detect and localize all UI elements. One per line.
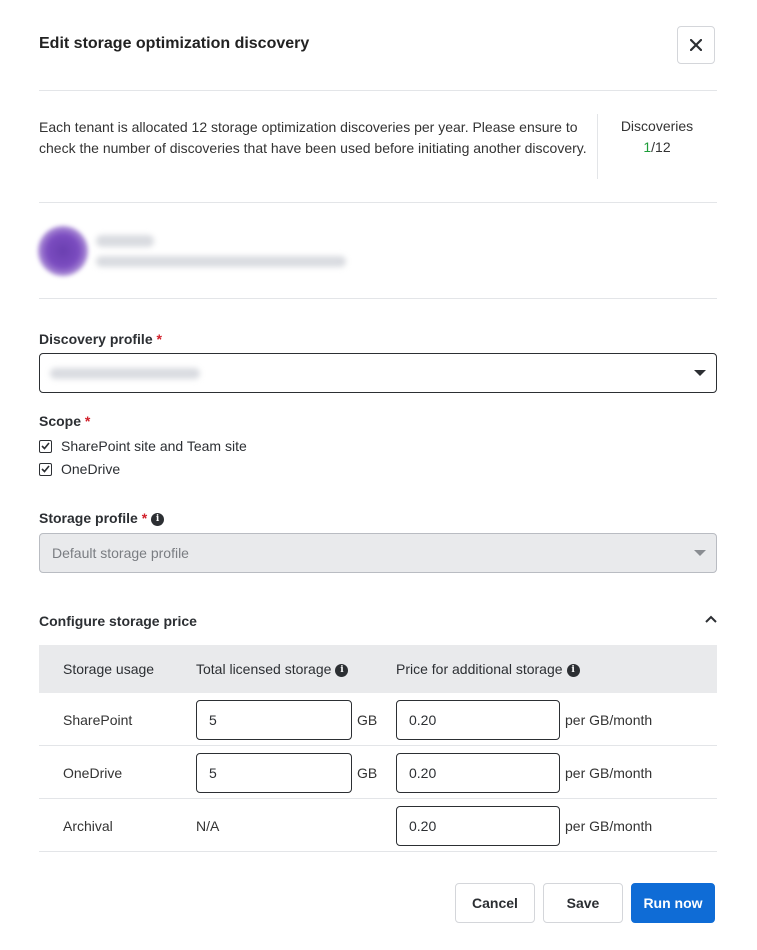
dialog-title: Edit storage optimization discovery xyxy=(39,35,310,52)
storage-price-table-header xyxy=(39,645,717,693)
save-button[interactable]: Save xyxy=(543,883,623,923)
info-icon[interactable]: i xyxy=(335,664,348,677)
column-header-total-licensed: Total licensed storage i xyxy=(196,661,348,677)
chevron-up-icon[interactable] xyxy=(703,613,719,625)
price-unit: per GB/month xyxy=(565,818,653,834)
storage-profile-select xyxy=(39,533,717,573)
onedrive-checkbox[interactable] xyxy=(39,463,52,476)
required-mark: * xyxy=(156,331,162,347)
checkmark-icon xyxy=(41,465,50,473)
discoveries-used: 1 xyxy=(643,139,652,155)
scope-label: Scope * xyxy=(39,413,91,429)
licensed-storage-na: N/A xyxy=(196,818,220,834)
discoveries-label: Discoveries xyxy=(620,118,694,134)
storage-usage-name: OneDrive xyxy=(63,765,123,781)
table-row xyxy=(39,799,717,852)
checkmark-icon xyxy=(41,442,50,450)
onedrive-checkbox-label: OneDrive xyxy=(61,461,121,477)
storage-profile-value: Default storage profile xyxy=(52,545,189,561)
tenant-name-redacted xyxy=(96,235,154,247)
table-row xyxy=(39,746,717,799)
column-header-storage-usage: Storage usage xyxy=(63,661,155,677)
divider xyxy=(39,90,717,91)
cancel-button[interactable]: Cancel xyxy=(455,883,535,923)
required-mark: * xyxy=(84,413,91,429)
scope-option-onedrive[interactable] xyxy=(39,461,120,477)
allocation-info-text: Each tenant is allocated 12 storage optimization discoveries per year. Please ensure to check the number of discoveries that have been used before initiating another discovery. xyxy=(39,119,587,156)
storage-usage-name: Archival xyxy=(63,818,113,834)
onedrive-licensed-storage-input[interactable] xyxy=(196,753,352,793)
discovery-profile-value-redacted xyxy=(50,368,200,379)
licensed-unit: GB xyxy=(357,712,378,728)
price-unit: per GB/month xyxy=(565,712,653,728)
required-mark: * xyxy=(141,510,148,526)
run-now-button[interactable]: Run now xyxy=(631,883,715,923)
sharepoint-checkbox-label: SharePoint site and Team site xyxy=(61,438,247,454)
sharepoint-checkbox[interactable] xyxy=(39,440,52,453)
table-row xyxy=(39,693,717,746)
close-icon xyxy=(690,39,702,51)
discoveries-total: /12 xyxy=(651,139,671,155)
vertical-divider xyxy=(597,114,598,179)
discovery-profile-label: Discovery profile * xyxy=(39,331,162,347)
sharepoint-price-input[interactable] xyxy=(396,700,560,740)
divider xyxy=(39,298,717,299)
chevron-down-icon xyxy=(694,370,706,376)
storage-price-section-title: Configure storage price xyxy=(39,613,197,629)
chevron-down-icon xyxy=(694,550,706,556)
column-header-price-additional: Price for additional storage i xyxy=(396,661,580,677)
archival-price-input[interactable] xyxy=(396,806,560,846)
price-unit: per GB/month xyxy=(565,765,653,781)
divider xyxy=(39,202,717,203)
sharepoint-licensed-storage-input[interactable] xyxy=(196,700,352,740)
storage-profile-label: Storage profile * i xyxy=(39,510,164,526)
scope-option-sharepoint[interactable] xyxy=(39,438,247,454)
discovery-profile-select[interactable] xyxy=(39,353,717,393)
licensed-unit: GB xyxy=(357,765,378,781)
info-icon[interactable]: i xyxy=(567,664,580,677)
close-button[interactable] xyxy=(677,26,715,64)
onedrive-price-input[interactable] xyxy=(396,753,560,793)
storage-usage-name: SharePoint xyxy=(63,712,133,728)
discoveries-count xyxy=(605,139,709,155)
tenant-email-redacted xyxy=(96,256,346,267)
info-icon[interactable]: i xyxy=(151,513,164,526)
tenant-avatar xyxy=(38,226,88,276)
